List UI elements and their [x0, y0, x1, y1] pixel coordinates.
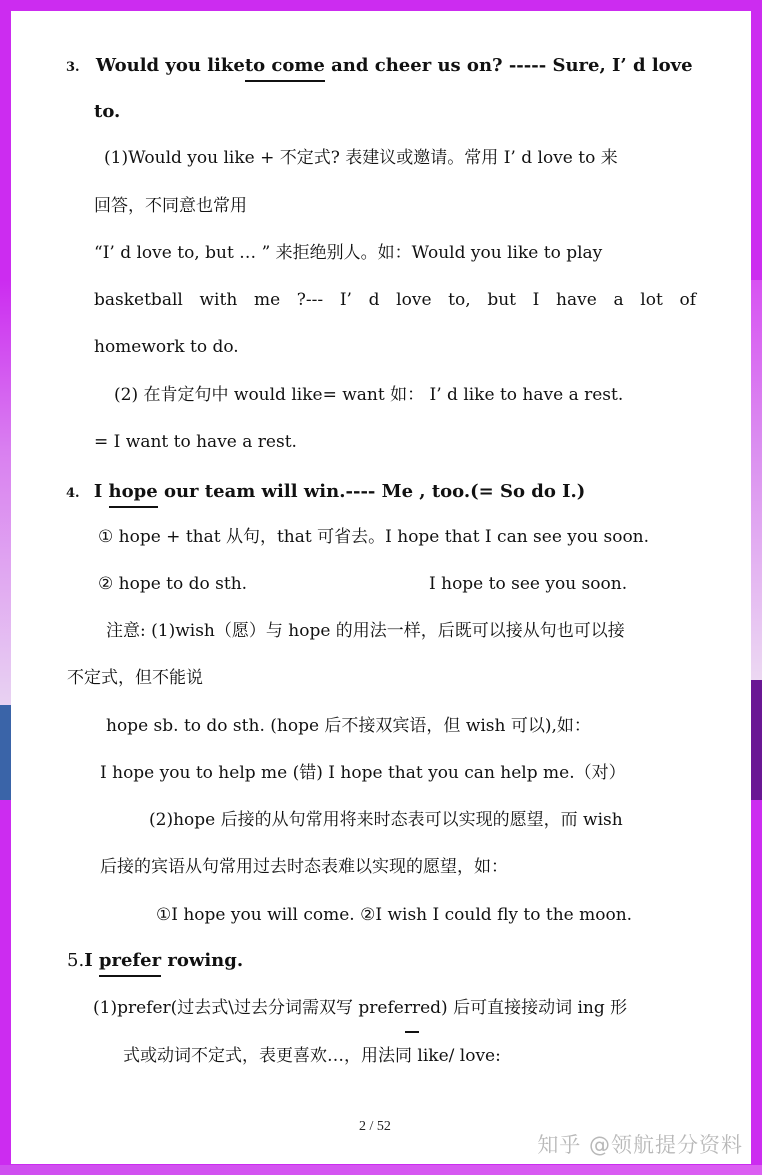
item-3-sentence [66, 55, 693, 79]
note-line: ①I hope you will come. ②I wish I could fly to the moon. [156, 905, 633, 925]
frame-left-blue-block [0, 705, 11, 800]
item-number: 5. [67, 950, 85, 971]
sentence-text: and cheer us on? ----- Sure, I’ d love [324, 55, 693, 76]
sentence-text: rowing. [161, 950, 244, 971]
underlined-phrase: hope [108, 481, 158, 502]
note-line: basketball with me ?--- I’ d love to, but I have a lot of [94, 290, 696, 310]
note-line: 后接的宾语从句常用过去时态表难以实现的愿望，如： [100, 857, 508, 877]
frame-bottom [0, 1165, 762, 1175]
sentence-text: our team will win.---- Me , too.(= So do I.) [157, 481, 586, 502]
note-text: red) 后可直接接动词 ing 形 [411, 998, 628, 1018]
note-line: ① hope + that 从句，that 可省去。I hope that I can see you soon. [98, 527, 650, 547]
note-line [93, 997, 627, 1019]
note-example: I hope to see you soon. [429, 574, 628, 594]
sentence-text: Would you like [95, 55, 245, 76]
frame-right-purple-block [751, 680, 762, 800]
note-line: 注意: (1)wish（愿）与 hope 的用法一样，后既可以接从句也可以接 [106, 621, 625, 641]
note-line: hope sb. to do sth. (hope 后不接双宾语，但 wish 可以),如： [106, 716, 591, 736]
note-line: ② hope to do sth. [98, 574, 248, 594]
item-5-sentence [67, 950, 243, 972]
watermark: 知乎 @领航提分资料 [537, 1133, 743, 1157]
note-line: I hope you to help me (错) I hope that you can help me.（对） [100, 763, 626, 783]
sentence-text: I [84, 950, 99, 971]
document-page [11, 11, 751, 1164]
item-3-sentence-wrap: to. [94, 101, 121, 122]
sentence-text: I [93, 481, 109, 502]
note-line: (1)Would you like + 不定式? 表建议或邀请。常用 I’ d love to 来 [104, 148, 618, 168]
note-line: (2) 在肯定句中 would like= want 如： I’ d like to have a rest. [114, 385, 624, 405]
note-line: “I’ d love to, but … ” 来拒绝别人。如：Would you like to play [94, 243, 603, 263]
note-line: (2)hope 后接的从句常用将来时态表可以实现的愿望，而 wish [149, 810, 623, 830]
marked-letter: r [403, 998, 412, 1018]
underlined-phrase: prefer [98, 950, 162, 971]
frame-right-gradient [751, 280, 762, 680]
note-line: 不定式，但不能说 [67, 668, 203, 688]
item-number: 3. [66, 60, 80, 75]
note-line: homework to do. [94, 337, 239, 357]
frame-left-gradient [0, 280, 11, 705]
item-4-sentence [66, 481, 585, 505]
page-indicator: 2 / 52 [359, 1119, 391, 1134]
note-text: (1)prefer(过去式\过去分词需双写 prefe [93, 998, 404, 1018]
underlined-phrase: to come [244, 55, 325, 76]
item-number: 4. [66, 486, 80, 501]
note-line: 回答，不同意也常用 [94, 196, 247, 216]
note-line: = I want to have a rest. [94, 432, 297, 452]
note-line: 式或动词不定式，表更喜欢…，用法同 like/ love: [123, 1046, 501, 1066]
